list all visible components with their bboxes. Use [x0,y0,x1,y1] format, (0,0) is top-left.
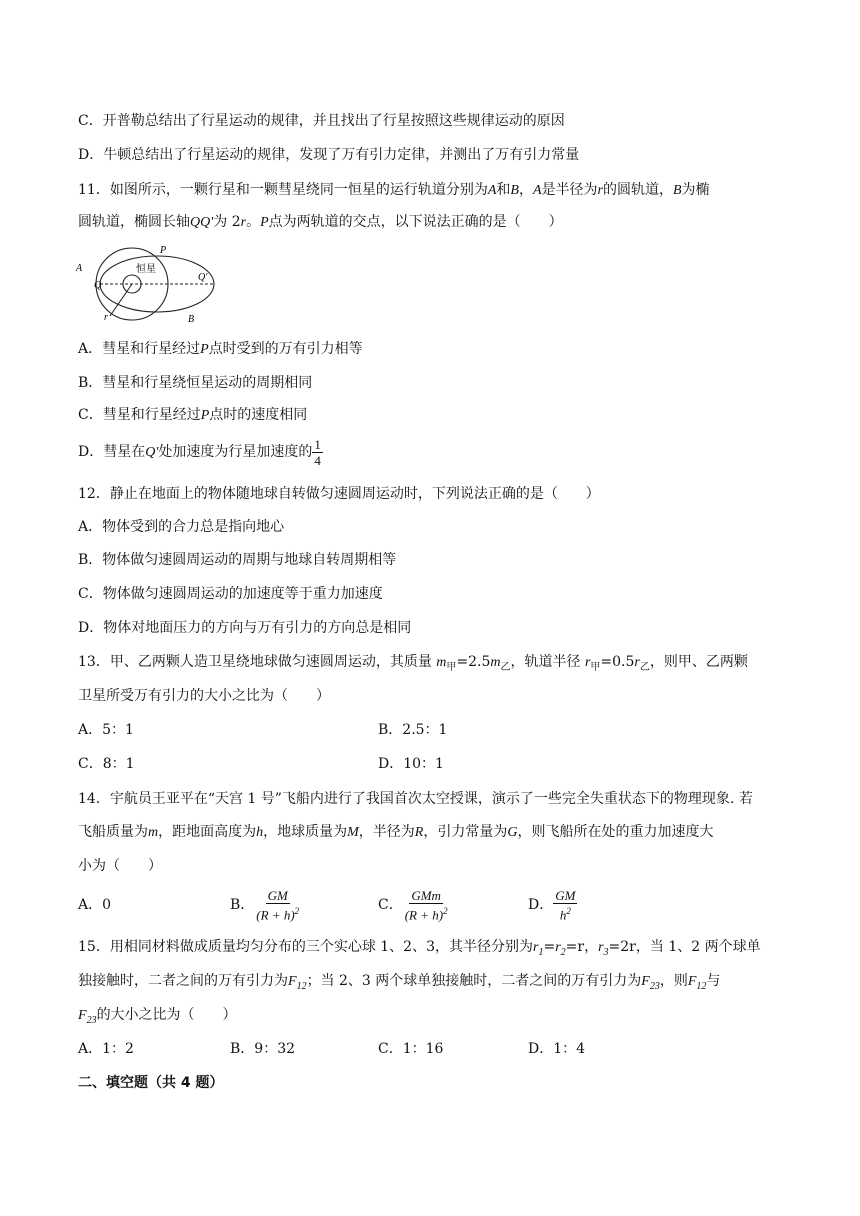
q14-stem-line1: 14．宇航员王亚平在“天宫 1 号”飞船内进行了我国首次太空授课，演示了一些完全失重状态下的物理现象. 若 [78,791,753,807]
q12-option-c: C．物体做匀速圆周运动的加速度等于重力加速度 [78,586,383,602]
q11-option-b: B．彗星和行星绕恒星运动的周期相同 [78,375,313,391]
q11-stem-line1: 11．如图所示，一颗行星和一颗彗星绕同一恒星的运行轨道分别为A和B，A是半径为r的圆轨道，B为椭 [78,182,710,198]
q13-stem-line2: 卫星所受万有引力的大小之比为（ ） [78,688,330,704]
q11-stem-line2: 圆轨道，椭圆长轴QQ′为 2r。P点为两轨道的交点，以下说法正确的是（ ） [78,214,563,230]
q11-option-c: C．彗星和行星经过P点时的速度相同 [78,407,308,423]
label-a: A [76,263,83,274]
q13-option-c: C．8：1 [78,756,135,772]
q11-option-d: D．彗星在Q′处加速度为行星加速度的 $\frac{1}{4}$ [78,436,321,468]
label-p: P [160,245,167,256]
q15-option-b: B．9：32 [230,1041,296,1057]
q13-option-a: A．5：1 [78,722,134,738]
q14-stem-line2: 飞船质量为m，距地面高度为h，地球质量为M，半径为R，引力常量为G，则飞船所在处的重力加速度大 [78,824,714,840]
orbit-diagram [74,242,220,326]
q11-option-a: A．彗星和行星经过P点时受到的万有引力相等 [78,341,363,357]
section-fill-in-title: 二、填空题（共 4 题） [78,1075,224,1091]
q15-stem-line1: 15．用相同材料做成质量均匀分布的三个实心球 1、2、3，其半径分别为$r_1=r_2=r$，$r_3=2r$，当 1、2 两个球单 [78,939,761,958]
radius-line [110,284,132,316]
q15-option-d: D．1：4 [528,1041,586,1057]
label-q: Q [94,280,102,291]
label-b: B [188,314,195,325]
q14-stem-line3: 小为（ ） [78,858,162,874]
q15-option-a: A．1：2 [78,1041,134,1057]
label-star: 恒星 [136,264,156,275]
q13-option-d: D．10：1 [378,756,444,772]
q13-option-b: B．2.5：1 [378,722,448,738]
q10-option-d: D．牛顿总结出了行星运动的规律，发现了万有引力定律，并测出了万有引力常量 [78,147,580,163]
label-q-prime: Q′ [198,272,208,283]
q10-option-c: C．开普勒总结出了行星运动的规律，并且找出了行星按照这些规律运动的原因 [78,113,565,129]
q15-option-c: C．1：16 [378,1041,444,1057]
q12-option-a: A．物体受到的合力总是指向地心 [78,519,285,535]
fraction-b: $\frac{GM}{(R + h)^2}$ [256,887,300,923]
q12-option-d: D．物体对地面压力的方向与万有引力的方向总是相同 [78,620,412,636]
label-r: r [104,312,108,323]
q15-stem-line2: 独接触时，二者之间的万有引力为$F_{12}$；当 2、3 两个球单独接触时，二者之间的万有引力为$F_{23}$，则$F_{12}$与 [78,973,721,992]
fraction-d: $\frac{GM}{h^2}$ [555,887,576,923]
q15-stem-line3: $F_{23}$的大小之比为（ ） [78,1007,237,1026]
q14-option-c: C． $\frac{\text{GMm}}{(R + h)^2}$ [378,887,448,923]
q14-option-b: B． $\frac{GM}{(R + h)^2}$ [230,887,300,923]
q14-option-a: A．0 [78,897,112,913]
fraction-c: $\frac{\text{GMm}}{(R + h)^2}$ [404,887,448,923]
q13-stem-line1: 13．甲、乙两颗人造卫星绕地球做匀速圆周运动，其质量 $m_甲=2.5m_乙$，轨道半径 $r_甲=0.5r_乙$，则甲、乙两颗 [78,654,748,673]
q14-option-d: D． $\frac{GM}{h^2}$ [528,887,576,923]
q12-option-b: B．物体做匀速圆周运动的周期与地球自转周期相等 [78,552,397,568]
fraction-one-quarter: $\frac{1}{4}$ [314,436,321,468]
q12-stem: 12．静止在地面上的物体随地球自转做匀速圆周运动时，下列说法正确的是（ ） [78,486,600,502]
